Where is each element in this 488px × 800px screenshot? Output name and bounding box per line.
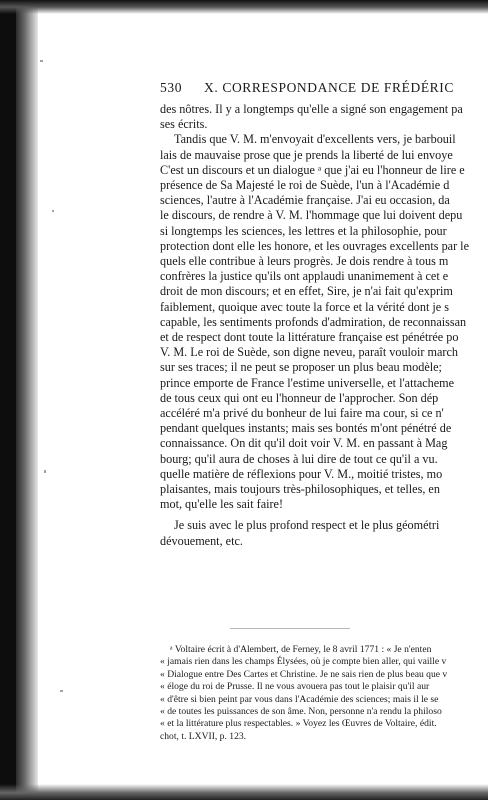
scan-shadow-left [16,0,38,800]
body-line: sur ses traces; il ne peut se proposer un plus beau modèle; [160,360,442,375]
scan-border-left [0,0,16,800]
scan-speck [60,690,63,692]
footnote-line: « Dialogue entre Des Cartes et Christine. Je ne sais rien de plus beau que v [160,668,448,680]
body-line: capable, les sentiments profonds d'admiration, de reconnaissan [160,314,467,329]
body-line: sciences, l'autre à l'Académie française. J'ai eu occasion, da [160,193,450,208]
footnote-line: chot, t. LXVII, p. 123. [160,730,247,742]
body-line: présence de Sa Majesté le roi de Suède, l'un à l'Académie d [160,178,450,193]
book-page [160,80,488,770]
footnote-line: « et la littérature plus respectables. » Voyez les Œuvres de Voltaire, édit. [160,718,437,730]
body-line: si longtemps les sciences, les lettres et la philosophie, pour [160,223,447,238]
page-number: 530 [160,80,183,95]
body-line: ses écrits. [160,117,208,132]
scan-speck [44,470,46,473]
footnote-line: « jamais rien dans les champs Élysées, où je compte bien aller, qui vaille v [160,656,447,668]
body-line: confrères la justice qu'ils ont applaudi unanimement à cet e [160,269,449,284]
body-line: accéléré m'a privé du bonheur de lui faire ma cour, si ce n' [160,406,444,421]
body-line: dévouement, etc. [160,533,243,548]
footnote-line: « d'être si bien peint par vous dans l'Académie des sciences; mais il le se [160,693,439,705]
body-line: mot, qu'elle les sait faire! [160,497,284,512]
body-line: des nôtres. Il y a longtemps qu'elle a signé son engagement pa [160,102,463,116]
body-line: quels elle contribue à leurs progrès. Je dois rendre à tous m [160,254,449,269]
body-line: prince emporte de France l'estime universelle, et l'attacheme [160,375,455,390]
body-line: connaissance. On dit qu'il doit voir V. M. en passant à Mag [160,436,448,451]
body-line: Tandis que V. M. m'envoyait d'excellents vers, je barbouil [174,132,456,147]
body-line: de tous ceux qui ont eu l'honneur de l'approcher. Son dép [160,390,439,405]
body-line: faiblement, quoique avec toute la force et la vérité dont je s [160,299,449,314]
running-head [160,80,454,96]
body-line: bourg; qu'il aura de choses à lui dire de tout ce qu'il a vu. [160,451,438,466]
body-line: Je suis avec le plus profond respect et le plus géométri [174,518,440,533]
body-line: et de respect dont toute la littérature française est pénétrée po [160,330,459,345]
running-title: X. CORRESPONDANCE DE FRÉDÉRIC [204,80,454,95]
footnote-line: « de toutes les puissances de son âme. Non, personne n'a rendu la philoso [160,706,442,718]
body-line: quelle matière de réflexions pour V. M., moitié tristes, mo [160,466,443,481]
body-line: V. M. Le roi de Suède, son digne neveu, paraît vouloir march [160,345,458,360]
footnote-line: ᵃ Voltaire écrit à d'Alembert, de Ferney, le 8 avril 1771 : « Je n'enten [170,644,432,655]
body-line: pendant quelques instants; mais ses bontés m'ont pénétré de [160,421,452,436]
footnote-rule [230,628,350,629]
body-line: le discours, de rendre à V. M. l'hommage que lui doivent depu [160,208,463,223]
footnote-line: « éloge du roi de Prusse. Il ne vous avouera pas tout le plaisir qu'il aur [160,681,430,693]
scan-border-bottom [0,784,488,800]
body-line: C'est un discours et un dialogue ᵃ que j'ai eu l'honneur de lire e [160,162,465,177]
body-line: droit de mon discours; et en effet, Sire, je n'ai fait qu'exprim [160,284,453,299]
body-line: lais de mauvaise prose que je prends la liberté de lui envoye [160,147,453,162]
footnote [160,644,488,743]
scan-speck [40,60,43,62]
scan-border-top [0,0,488,14]
letter-body [160,102,488,549]
body-line: plaisantes, mais toujours très-philosophiques, et telles, en [160,482,440,497]
body-line: protection dont elle les honore, et les ouvrages excellents par le [160,238,469,253]
scan-speck [52,210,54,212]
